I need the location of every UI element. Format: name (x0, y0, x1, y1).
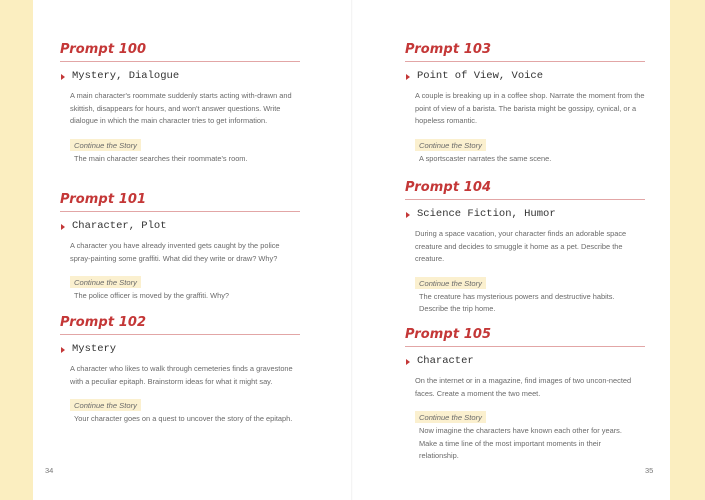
prompt-title: Prompt 105 (405, 327, 645, 347)
continue-text: Now imagine the characters have known each other for years. Make a time line of the most important moments in their relationship. (419, 426, 622, 460)
continue-text: Your character goes on a quest to uncover the story of the epitaph. (74, 414, 293, 423)
prompt-body: On the internet or in a magazine, find images of two uncon-nected faces. Create a moment the two meet. (415, 376, 632, 398)
prompt-body: During a space vacation, your character finds an adorable space creature and decides to smuggle it home as a pet. Describe the creature. (415, 229, 627, 263)
prompt-category (405, 70, 645, 83)
continue-text: The police officer is moved by the graffiti. Why? (74, 291, 230, 300)
triangle-bullet-icon (406, 74, 410, 80)
prompt-title: Prompt 102 (60, 315, 300, 335)
prompt-body: A character you have already invented gets caught by the police spray-painting some graffiti. What did they write or draw? Why? (70, 241, 280, 263)
continue-text: The main character searches their roommate's room. (74, 153, 248, 163)
right-page (353, 0, 670, 500)
category-label: Point of View, Voice (417, 70, 544, 82)
prompt-category (60, 220, 300, 233)
prompt-body: A couple is breaking up in a coffee shop. Narrate the moment from the point of view of a barista. The barista might be gossipy, cynical, or a hopeless romantic. (415, 91, 645, 125)
prompt-block (60, 315, 300, 426)
prompt-block (60, 192, 300, 303)
prompt-body: A character who likes to walk through cemeteries finds a gravestone with a peculiar epitaph. Brainstorm ideas for what it might say. (70, 364, 293, 386)
category-label: Mystery, Dialogue (72, 70, 180, 82)
continue-label: Continue the Story (415, 139, 486, 151)
prompt-title: Prompt 100 (60, 42, 300, 62)
triangle-bullet-icon (406, 359, 410, 365)
continue-label: Continue the Story (415, 277, 486, 289)
category-label: Character, Plot (72, 220, 167, 232)
triangle-bullet-icon (61, 347, 65, 353)
prompt-category (60, 343, 300, 356)
continue-text: The creature has mysterious powers and destructive habits. Describe the trip home. (419, 291, 615, 313)
prompt-category (405, 355, 645, 368)
continue-label: Continue the Story (70, 139, 141, 151)
prompt-body: A main character's roommate suddenly starts acting with-drawn and skittish, disappears for hours, and won't answer questions. Write dialogue in which the main character tries to get information. (70, 91, 292, 125)
continue-label: Continue the Story (70, 276, 141, 288)
continue-text: A sportscaster narrates the same scene. (419, 153, 552, 163)
page-number: 34 (45, 466, 54, 475)
prompt-block (405, 180, 645, 316)
prompt-title: Prompt 104 (405, 180, 645, 200)
left-page (33, 0, 353, 500)
continue-label: Continue the Story (70, 399, 141, 411)
prompt-block (405, 327, 645, 463)
prompt-block (405, 42, 645, 165)
prompt-category (60, 70, 300, 83)
category-label: Science Fiction, Humor (417, 208, 556, 220)
prompt-title: Prompt 103 (405, 42, 645, 62)
prompt-title: Prompt 101 (60, 192, 300, 212)
triangle-bullet-icon (406, 212, 410, 218)
page-edge-right (670, 0, 705, 500)
prompt-block (60, 42, 300, 165)
page-number: 35 (645, 466, 654, 475)
triangle-bullet-icon (61, 224, 65, 230)
triangle-bullet-icon (61, 74, 65, 80)
category-label: Character (417, 355, 474, 367)
page-edge-left (0, 0, 33, 500)
category-label: Mystery (72, 343, 117, 355)
prompt-category (405, 208, 645, 221)
continue-label: Continue the Story (415, 411, 486, 423)
